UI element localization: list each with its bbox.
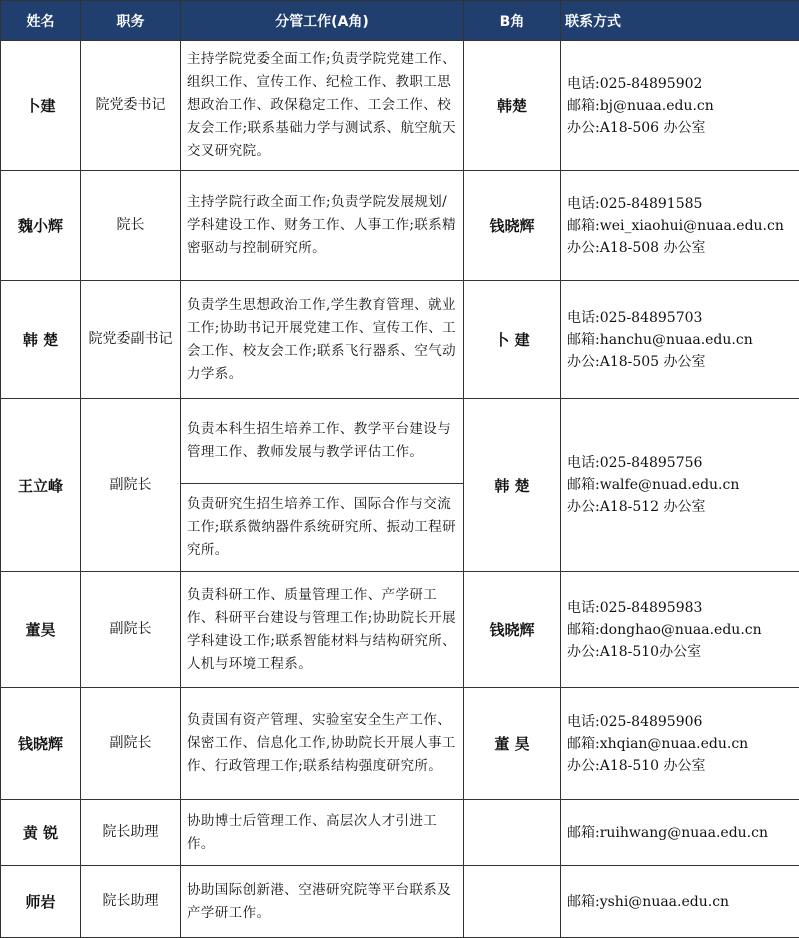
b-role-name — [464, 866, 561, 938]
contact-info — [561, 399, 799, 572]
phone-text: 电话:025-84891585 — [567, 195, 703, 212]
person-name: 王立峰 — [1, 399, 81, 572]
table-header — [1, 1, 799, 41]
duty-text: 协助国际创新港、空港研究院等平台联系及产学研工作。 — [181, 866, 464, 938]
table-row — [1, 866, 799, 938]
table-row — [1, 171, 799, 281]
contact-info — [561, 800, 799, 866]
phone-text: 电话:025-84895902 — [567, 75, 703, 92]
email-text: 邮箱:yshi@nuaa.edu.cn — [567, 893, 730, 910]
header-name: 姓名 — [1, 1, 81, 41]
b-role-name: 钱晓辉 — [464, 171, 561, 281]
email-text: 邮箱:walfe@nuad.edu.cn — [567, 477, 740, 493]
office-text: 办公:A18-512 办公室 — [567, 499, 706, 515]
duty-text: 负责本科生招生培养工作、教学平台建设与管理工作、教师发展与教学评估工作。 — [181, 399, 464, 484]
office-text: 办公:A18-506 办公室 — [567, 119, 706, 136]
table-row — [1, 800, 799, 866]
person-name: 卜建 — [1, 41, 81, 171]
contact-info — [561, 281, 799, 399]
email-text: 邮箱:wei_xiaohui@nuaa.edu.cn办公:A18-508 办公室 — [567, 217, 784, 256]
phone-text: 电话:025-84895703 — [567, 309, 703, 326]
email-text: 邮箱:xhqian@nuaa.edu.cn — [567, 735, 749, 752]
office-text: 办公:A18-505 办公室 — [567, 353, 706, 370]
table-row — [1, 281, 799, 399]
contact-info — [561, 688, 799, 800]
duty-text: 主持学院党委全面工作;负责学院党建工作、组织工作、宣传工作、纪检工作、教职工思想政治工作、政保稳定工作、工会工作、校友会工作;联系基础力学与测试系、航空航天交叉研究院。 — [181, 41, 464, 171]
person-name: 韩 楚 — [1, 281, 81, 399]
contact-info — [561, 171, 799, 281]
b-role-name: 董 昊 — [464, 688, 561, 800]
b-role-name: 钱晓辉 — [464, 572, 561, 688]
contact-info — [561, 866, 799, 938]
table-body — [1, 41, 799, 938]
table-row — [1, 688, 799, 800]
duty-text: 负责研究生招生培养工作、国际合作与交流工作;联系微纳器件系统研究所、振动工程研究所。 — [181, 484, 464, 572]
person-name: 魏小辉 — [1, 171, 81, 281]
header-row — [1, 1, 799, 41]
b-role-name — [464, 800, 561, 866]
person-title: 院党委副书记 — [81, 281, 181, 399]
person-name: 黄 锐 — [1, 800, 81, 866]
email-text: 邮箱:ruihwang@nuaa.edu.cn — [567, 824, 768, 841]
office-text: 办公:A18-510 办公室 — [567, 757, 706, 774]
table-row — [1, 572, 799, 688]
person-title: 副院长 — [81, 399, 181, 572]
office-text: 办公:A18-510办公室 — [567, 643, 702, 660]
duty-text: 负责科研工作、质量管理工作、产学研工作、科研平台建设与管理工作;协助院长开展学科建设工作;联系智能材料与结构研究所、人机与环境工程系。 — [181, 572, 464, 688]
person-title: 院党委书记 — [81, 41, 181, 171]
table-row — [1, 41, 799, 171]
person-name: 师岩 — [1, 866, 81, 938]
b-role-name: 卜 建 — [464, 281, 561, 399]
person-name: 钱晓辉 — [1, 688, 81, 800]
b-role-name: 韩 楚 — [464, 399, 561, 572]
header-b-role: B角 — [464, 1, 561, 41]
header-duty: 分管工作(A角) — [181, 1, 464, 41]
table-row — [1, 399, 799, 484]
duty-text: 负责学生思想政治工作,学生教育管理、就业工作;协助书记开展党建工作、宣传工作、工会工作、校友会工作;联系飞行器系、空气动力学系。 — [181, 281, 464, 399]
email-text: 邮箱:donghao@nuaa.edu.cn — [567, 621, 762, 638]
header-title: 职务 — [81, 1, 181, 41]
person-title: 副院长 — [81, 572, 181, 688]
person-name: 董昊 — [1, 572, 81, 688]
person-title: 院长助理 — [81, 800, 181, 866]
phone-text: 电话:025-84895983 — [567, 599, 703, 616]
person-title: 院长 — [81, 171, 181, 281]
phone-text: 电话:025-84895906 — [567, 713, 703, 730]
person-title: 副院长 — [81, 688, 181, 800]
contact-info — [561, 41, 799, 171]
b-role-name: 韩楚 — [464, 41, 561, 171]
person-title: 院长助理 — [81, 866, 181, 938]
duty-text: 负责国有资产管理、实验室安全生产工作、保密工作、信息化工作,协助院长开展人事工作、行政管理工作;联系结构强度研究所。 — [181, 688, 464, 800]
duty-text: 主持学院行政全面工作;负责学院发展规划/学科建设工作、财务工作、人事工作;联系精密驱动与控制研究所。 — [181, 171, 464, 281]
header-contact: 联系方式 — [561, 1, 799, 41]
email-text: 邮箱:hanchu@nuaa.edu.cn — [567, 331, 753, 348]
phone-text: 电话:025-84895756 — [567, 455, 703, 471]
email-text: 邮箱:bj@nuaa.edu.cn — [567, 97, 714, 114]
duty-text: 协助博士后管理工作、高层次人才引进工作。 — [181, 800, 464, 866]
contact-info — [561, 572, 799, 688]
